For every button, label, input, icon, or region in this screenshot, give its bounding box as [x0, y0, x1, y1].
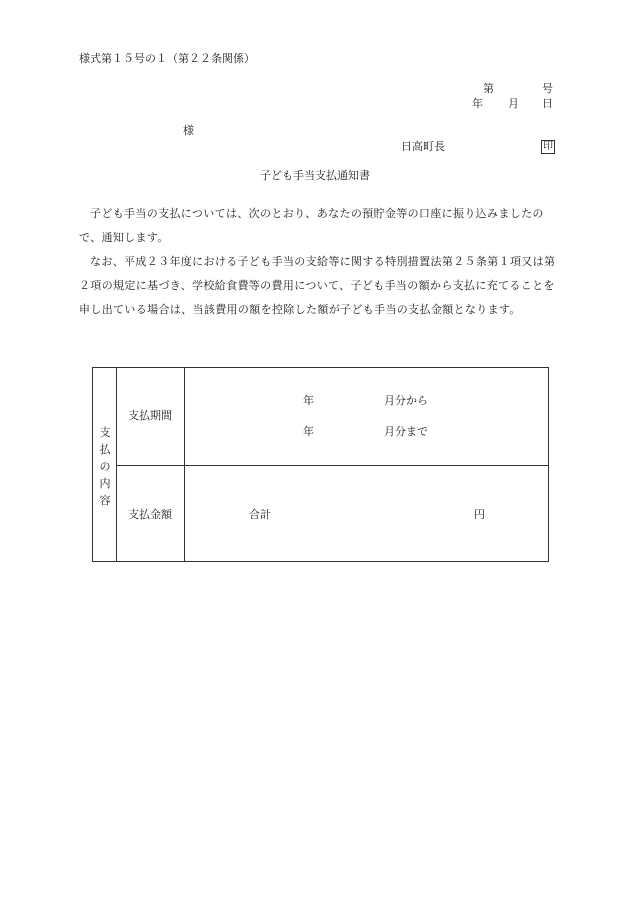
date-month: 月 — [508, 97, 519, 110]
date-year: 年 — [472, 97, 483, 110]
payment-details-table — [92, 367, 549, 562]
table-divider-row — [116, 465, 548, 466]
paragraph-1: 子ども手当の支払については、次のとおり、あなたの預貯金等の口座に振り込みましたので、通知します。 — [79, 207, 544, 244]
seal-mark: 印 — [543, 141, 553, 152]
side-header: 支 払 の 内 容 — [99, 426, 111, 507]
period-to-month: 月分まで — [384, 425, 428, 438]
form-number: 様式第１５号の１（第２２条関係） — [79, 52, 255, 65]
amount-total-label: 合計 — [249, 508, 271, 521]
recipient-suffix: 様 — [183, 124, 194, 137]
amount-unit: 円 — [474, 508, 485, 521]
period-to-year: 年 — [303, 425, 314, 438]
doc-number-prefix: 第 — [483, 82, 494, 95]
amount-label: 支払金額 — [128, 508, 172, 521]
paragraph-2: なお、平成２３年度における子ども手当の支給等に関する特別措置法第２５条第１項又は第２項の規定に基づき、学校給食費等の費用について、子ども手当の額から支払に充てることを申し出ている場合は、当該費用の額を控除した額が子ども手当の支払金額となります。 — [79, 255, 556, 316]
doc-number-suffix: 号 — [542, 82, 553, 95]
period-from-year: 年 — [303, 394, 314, 407]
period-label: 支払期間 — [128, 409, 172, 422]
issuer-name: 日高町長 — [401, 140, 445, 153]
date-day: 日 — [542, 97, 553, 110]
document-title: 子ども手当支払通知書 — [260, 169, 370, 182]
period-from-month: 月分から — [384, 394, 428, 407]
